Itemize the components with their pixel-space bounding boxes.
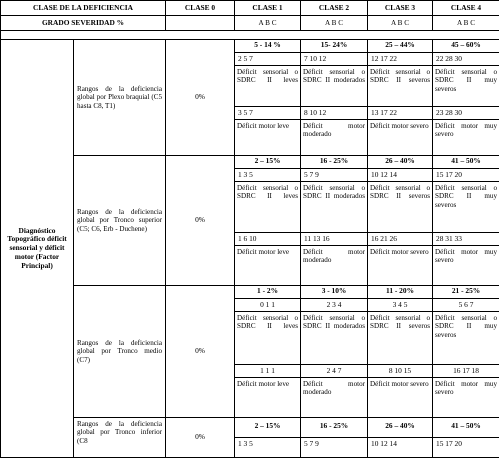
motor-nums: 8 10 12	[301, 106, 367, 120]
motor-nums: 1 6 10	[235, 232, 300, 246]
sensory-text: Déficit sensorial o SDRC II severos	[370, 68, 431, 85]
sensory-nums: 5 7 9	[301, 169, 367, 182]
class-range: 5 - 14 %	[235, 40, 300, 53]
class-range: 16 - 25%	[301, 156, 367, 169]
sensory-nums: 15 17 20	[433, 169, 499, 182]
sensory-text: Déficit sensorial o SDRC II severos	[370, 184, 431, 201]
class-cell	[433, 156, 499, 286]
sensory-nums: 15 17 20	[436, 439, 462, 448]
sensory-text: Déficit sensorial o SDRC II muy severos	[435, 184, 498, 209]
motor-text: Déficit motor muy severo	[435, 122, 498, 139]
header-clase0: CLASE 0	[166, 1, 235, 16]
motor-text: Déficit motor leve	[237, 122, 290, 130]
sensory-nums: 5 7 9	[304, 439, 319, 448]
motor-nums: 16 21 26	[368, 232, 432, 246]
header-clase1: CLASE 1	[235, 1, 301, 16]
sensory-text: Déficit sensorial o SDRC II moderados	[303, 184, 366, 201]
motor-text: Déficit motor muy severo	[435, 380, 498, 397]
class-range: 2 – 15%	[235, 156, 300, 169]
sensory-nums: 7 10 12	[301, 53, 367, 66]
diagnostico-label: Diagnóstico Topográfico déficit sensorial y déficit motor (Factor Principal)	[1, 40, 74, 458]
motor-nums: 2 4 7	[301, 364, 367, 378]
class-cell	[301, 156, 368, 286]
motor-text: Déficit motor severo	[370, 122, 429, 130]
class-cell	[301, 286, 368, 418]
motor-text: Déficit motor severo	[370, 380, 429, 388]
motor-nums: 1 1 1	[235, 364, 300, 378]
motor-nums: 23 28 30	[433, 106, 499, 120]
class-range: 25 – 44%	[368, 40, 432, 53]
section-description: Rangos de la deficiencia global por Tronco medio (C7)	[74, 286, 166, 418]
class-cell	[368, 40, 433, 156]
spacer-row	[1, 31, 499, 40]
header-grado-severidad: GRADO SEVERIDAD %	[1, 16, 166, 31]
class-range: 15- 24%	[301, 40, 367, 53]
class-range: 16 - 25%	[301, 418, 367, 438]
header-abc-1: A B C	[235, 16, 301, 31]
sensory-text: Déficit sensorial o SDRC II leves	[237, 184, 299, 201]
sensory-text: Déficit sensorial o SDRC II leves	[237, 314, 299, 331]
header-clase2: CLASE 2	[301, 1, 368, 16]
sensory-nums: 10 12 14	[371, 439, 397, 448]
class-range: 1 - 2%	[235, 286, 300, 299]
class-cell	[235, 286, 301, 418]
motor-text: Déficit motor leve	[237, 380, 290, 388]
class-cell	[235, 156, 301, 286]
motor-text: Déficit motor muy severo	[435, 248, 498, 265]
motor-nums: 28 31 33	[433, 232, 499, 246]
sensory-nums: 1 3 5	[238, 439, 253, 448]
clase0-value: 0%	[166, 418, 235, 458]
header-clase3: CLASE 3	[368, 1, 433, 16]
class-cell	[235, 418, 301, 458]
header-abc-3: A B C	[368, 16, 433, 31]
sensory-nums: 2 5 7	[235, 53, 300, 66]
sensory-nums: 2 3 4	[301, 299, 367, 312]
sensory-nums: 0 1 1	[235, 299, 300, 312]
class-range: 26 – 40%	[368, 156, 432, 169]
class-range: 45 – 60%	[433, 40, 499, 53]
motor-nums: 16 17 18	[433, 364, 499, 378]
motor-text: Déficit motor severo	[370, 248, 429, 256]
class-cell	[433, 286, 499, 418]
sensory-text: Déficit sensorial o SDRC II moderados	[303, 314, 366, 331]
header-clase4: CLASE 4	[433, 1, 499, 16]
class-range: 2 – 15%	[235, 418, 300, 438]
sensory-nums: 5 6 7	[433, 299, 499, 312]
class-cell	[433, 418, 499, 458]
motor-nums: 13 17 22	[368, 106, 432, 120]
class-range: 41 – 50%	[433, 156, 499, 169]
sensory-nums: 12 17 22	[368, 53, 432, 66]
clase0-value: 0%	[166, 286, 235, 418]
header-clase-deficiencia: CLASE DE LA DEFICIENCIA	[1, 1, 166, 16]
sensory-nums: 1 3 5	[235, 169, 300, 182]
sensory-text: Déficit sensorial o SDRC II muy severos	[435, 314, 498, 339]
section-description: Rangos de la deficiencia global por Tronco inferior (C8	[74, 418, 166, 458]
class-range: 21 - 25%	[433, 286, 499, 299]
sensory-text: Déficit sensorial o SDRC II moderados	[303, 68, 366, 85]
motor-nums: 8 10 15	[368, 364, 432, 378]
motor-text: Déficit motor moderado	[303, 122, 366, 139]
motor-text: Déficit motor moderado	[303, 248, 366, 265]
motor-nums: 3 5 7	[235, 106, 300, 120]
header-abc-4: A B C	[433, 16, 499, 31]
clase0-value: 0%	[166, 156, 235, 286]
sensory-nums: 22 28 30	[433, 53, 499, 66]
class-cell	[235, 40, 301, 156]
sensory-text: Déficit sensorial o SDRC II leves	[237, 68, 299, 85]
header-abc-2: A B C	[301, 16, 368, 31]
sensory-nums: 3 4 5	[368, 299, 432, 312]
motor-text: Déficit motor moderado	[303, 380, 366, 397]
sensory-text: Déficit sensorial o SDRC II severos	[370, 314, 431, 331]
class-cell	[368, 286, 433, 418]
header-clase0-blank	[166, 16, 235, 31]
motor-text: Déficit motor leve	[237, 248, 290, 256]
class-cell	[433, 40, 499, 156]
motor-nums: 11 13 16	[301, 232, 367, 246]
sensory-nums: 10 12 14	[368, 169, 432, 182]
section-description: Rangos de la deficiencia global por Tronco superior (C5; C6, Erb - Duchene)	[74, 156, 166, 286]
class-cell	[368, 418, 433, 458]
clase0-value: 0%	[166, 40, 235, 156]
class-cell	[301, 40, 368, 156]
class-cell	[301, 418, 368, 458]
class-cell	[368, 156, 433, 286]
class-range: 11 - 20%	[368, 286, 432, 299]
sensory-text: Déficit sensorial o SDRC II muy severos	[435, 68, 498, 93]
class-range: 26 – 40%	[368, 418, 432, 438]
section-description: Rangos de la deficiencia global por Plexo braquial (C5 hasta C8, T1)	[74, 40, 166, 156]
class-range: 41 – 50%	[433, 418, 499, 438]
class-range: 3 - 10%	[301, 286, 367, 299]
